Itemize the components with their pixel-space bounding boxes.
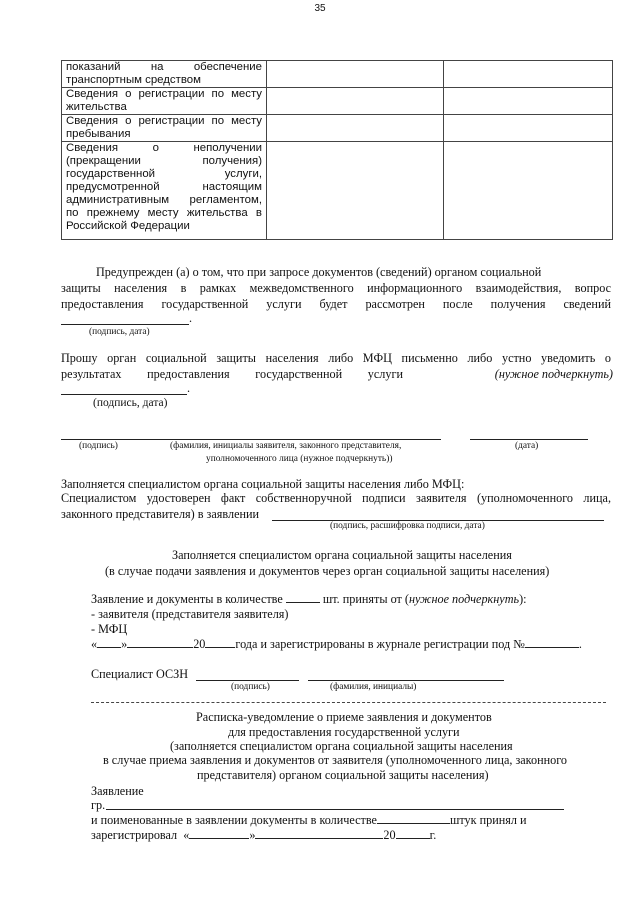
- statement-label: Заявление: [91, 784, 144, 798]
- option-mfc: - МФЦ: [91, 622, 128, 636]
- warning-line-3: предоставления государственной услуги будет рассмотрен после получения сведений: [61, 297, 611, 311]
- table-cell: [267, 115, 444, 142]
- accepted-line: Заявление и документы в количестве шт. приняты от (нужное подчеркнуть):: [91, 592, 527, 606]
- table-row: [62, 115, 613, 142]
- documents-table: [61, 60, 613, 240]
- table-cell: [267, 88, 444, 115]
- table-cell: [267, 61, 444, 88]
- name-line: [167, 439, 441, 440]
- receipt-title-2: для предоставления государственной услуги: [228, 725, 460, 739]
- signature-line: [196, 680, 299, 681]
- warning-line-2: защиты населения в рамках межведомственного информационного взаимодействия, вопрос: [61, 281, 611, 295]
- option-applicant: - заявителя (представителя заявителя): [91, 607, 289, 621]
- page-number: 35: [314, 3, 326, 14]
- signature-caption: (подпись): [79, 441, 118, 451]
- oszn-title-2: (в случае подачи заявления и документов через орган социальной защиты населения): [105, 564, 550, 578]
- request-line-1: Прошу орган социальной защиты населения либо МФЦ письменно либо устно уведомить о: [61, 351, 611, 365]
- citizen-line: [106, 809, 564, 810]
- table-row: [62, 142, 613, 240]
- registered-line: зарегистрировал « » 20 г.: [91, 828, 437, 842]
- table-cell: [444, 61, 613, 88]
- table-cell: Сведения о неполучении (прекращении получения) государственной услуги, предусмотренной настоящим административным регламентом, по прежнему месту жительства в Российской Федерации: [62, 142, 267, 240]
- table-cell: показаний на обеспечение транспортным средством: [62, 61, 267, 88]
- signature-line: [61, 439, 167, 440]
- documents-count-line: и поименованные в заявлении документы в количестве штук принял и: [91, 813, 527, 827]
- table-cell: [444, 142, 613, 240]
- receipt-title-1: Расписка-уведомление о приеме заявления и документов: [196, 710, 492, 724]
- citizen-label: гр.: [91, 798, 106, 812]
- signature-decode-caption: (подпись, расшифровка подписи, дата): [330, 521, 485, 531]
- date-line: [470, 439, 588, 440]
- table-row: [62, 88, 613, 115]
- table-cell: Сведения о регистрации по месту пребывания: [62, 115, 267, 142]
- table-cell: [444, 88, 613, 115]
- specialist-line-2: Специалистом удостоверен факт собственноручной подписи заявителя (уполномоченного лица,: [61, 491, 611, 505]
- name-caption-line-2: уполномоченного лица (нужное подчеркнуть)): [206, 454, 393, 464]
- receipt-title-3: (заполняется специалистом органа социальной защиты населения: [170, 739, 513, 753]
- sign-date-caption: (подпись, дата): [89, 327, 150, 337]
- signature-line: [61, 394, 187, 395]
- specialist-heading: Заполняется специалистом органа социальной защиты населения либо МФЦ:: [61, 477, 465, 491]
- request-dot: .: [187, 381, 191, 395]
- specialist-oszn-label: Специалист ОСЗН: [91, 667, 188, 681]
- table-cell: Сведения о регистрации по месту жительства: [62, 88, 267, 115]
- oszn-title-1: Заполняется специалистом органа социальной защиты населения: [172, 548, 512, 562]
- warning-dot: .: [189, 311, 193, 325]
- request-line-2: результатах предоставления государственной услуги (нужное подчеркнуть): [61, 367, 613, 381]
- name-caption: (фамилия, инициалы): [330, 682, 417, 692]
- cut-line: [91, 702, 606, 703]
- signature-line: [61, 324, 189, 325]
- warning-line-1: Предупрежден (а) о том, что при запросе документов (сведений) органом социальной: [96, 265, 542, 279]
- sign-date-caption: (подпись, дата): [93, 397, 168, 409]
- registration-line: « » 20 года и зарегистрированы в журнале регистрации под № .: [91, 637, 582, 651]
- specialist-line-3: законного представителя) в заявлении: [61, 507, 260, 521]
- receipt-title-4: в случае приема заявления и документов от заявителя (уполномоченного лица, законного: [103, 753, 568, 767]
- signature-caption: (подпись): [231, 682, 270, 692]
- table-row: [62, 61, 613, 88]
- name-line: [308, 680, 504, 681]
- receipt-title-5: представителя) органом социальной защиты населения): [197, 768, 489, 782]
- date-caption: (дата): [515, 441, 539, 451]
- table-cell: [444, 115, 613, 142]
- table-cell: [267, 142, 444, 240]
- name-caption-line-1: (фамилия, инициалы заявителя, законного представителя,: [170, 441, 402, 451]
